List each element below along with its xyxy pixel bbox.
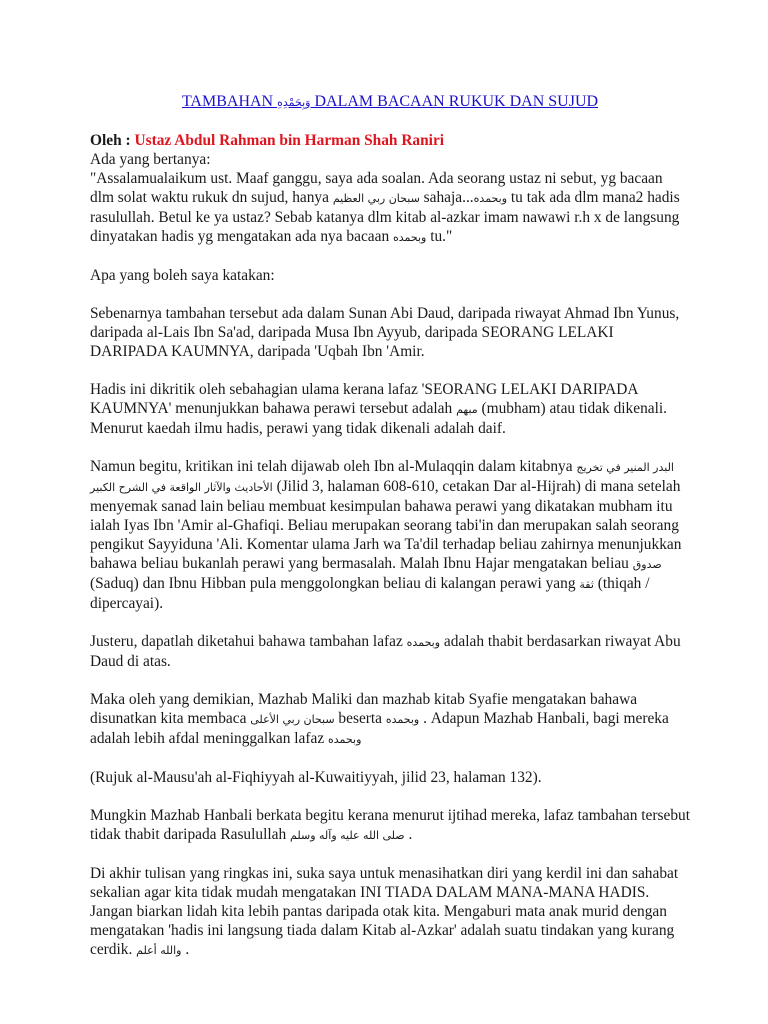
title-prefix: TAMBAHAN: [181, 93, 278, 110]
reference-paragraph: (Rujuk al-Mausu'ah al-Fiqhiyyah al-Kuwaitiyyah, jilid 23, halaman 132).: [90, 769, 542, 786]
hanbali-paragraph: [90, 806, 690, 845]
answered-part2: (Jilid 3, halaman 608-610, cetakan Dar al-Hijrah) di mana setelah menyemak sanad lain beliau membuat kesimpulan bahawa perawi yang dikatakan mubham itu ialah Iyas Ibn 'Amir al-Ghafiqi. Beliau merupakan seorang tabi'in dan merupakan salah seorang pengikut Sayyiduna 'Ali. Komentar ulama Jarh wa Ta'dil terhadap beliau zahirnya menunjukkan bahawa beliau bukanlah perawi yang bermasalah. Malah Ibnu Hajar mengatakan beliau: [90, 478, 682, 572]
source-paragraph: Sebenarnya tambahan tersebut ada dalam Sunan Abi Daud, daripada riwayat Ahmad Ibn Yunus, daripada al-Lais Ibn Sa'ad, daripada Musa Ibn Ayyub, daripada SEORANG LELAKI DARIPADA KAUMNYA, daripada 'Uqbah Ibn 'Amir.: [90, 305, 680, 360]
question-part1: "Assalamualaikum ust. Maaf ganggu, saya ada soalan. Ada seorang ustaz ni sebut, yg bacaan dlm solat waktu rukuk dn sujud, hanya: [90, 170, 663, 206]
critique-part2: (mubham) atau tidak dikenali. Menurut kaedah ilmu hadis, perawi yang tidak dikenali adalah daif.: [90, 400, 668, 437]
question-arabic-2: وبحمده: [473, 192, 508, 205]
answered-arabic-2: صدوق: [632, 558, 662, 571]
critique-arabic-1: مبهم: [456, 403, 478, 416]
conclusion-arabic-1: وبحمده: [406, 636, 441, 649]
answered-part3: (Saduq) dan Ibnu Hibban pula menggolongkan beliau di kalangan perawi yang: [90, 575, 580, 592]
closing-part2: .: [181, 941, 190, 958]
critique-paragraph: [90, 380, 690, 438]
answered-part4: (thiqah / dipercayai).: [90, 575, 650, 612]
conclusion-part2: adalah thabit berdasarkan riwayat Abu Daud di atas.: [90, 633, 681, 670]
document-page: [90, 92, 690, 979]
mazhab-part1: Maka oleh yang demikian, Mazhab Maliki dan mazhab kitab Syafie mengatakan bahawa disunatkan kita membaca: [90, 691, 638, 727]
question-text: [90, 169, 690, 247]
answer-intro: Apa yang boleh saya katakan:: [90, 267, 275, 284]
question-arabic-3: وبحمده: [392, 231, 427, 244]
mazhab-arabic-2: وبحمده: [385, 713, 420, 726]
hanbali-arabic-1: صلى الله عليه وآله وسلم: [290, 829, 405, 842]
answered-arabic-1: البدر المنير في تخريج الأحاديث والآثار الواقعة في الشرح الكبير: [90, 461, 674, 494]
question-intro: Ada yang bertanya:: [90, 151, 211, 168]
answered-paragraph: [90, 457, 690, 613]
byline-label: Oleh :: [90, 132, 135, 149]
byline: [90, 131, 690, 150]
critique-part1: Hadis ini dikritik oleh sebahagian ulama kerana lafaz 'SEORANG LELAKI DARIPADA KAUMNYA' menunjukkan bahawa perawi tersebut adalah: [90, 381, 638, 417]
mazhab-part2: beserta: [334, 710, 386, 727]
hanbali-part2: .: [404, 826, 413, 843]
mazhab-part3: . Adapun Mazhab Hanbali, bagi mereka adalah lebih afdal meninggalkan lafaz: [90, 710, 669, 747]
answered-arabic-3: ثقة: [579, 578, 594, 591]
author-name: Ustaz Abdul Rahman bin Harman Shah Raniri: [134, 132, 445, 149]
title-arabic: وَبِحَمْدِهِ: [277, 96, 311, 109]
mazhab-paragraph: [90, 690, 690, 749]
title-suffix: DALAM BACAAN RUKUK DAN SUJUD: [310, 93, 599, 110]
title-link[interactable]: [182, 93, 598, 110]
question-part4: tu.": [426, 228, 453, 245]
closing-part1: Di akhir tulisan yang ringkas ini, suka saya untuk menasihatkan diri yang kerdil ini dan sahabat sekalian agar kita tidak mudah mengatakan INI TIADA DALAM MANA-MANA HADIS. Jangan biarkan lidah kita lebih pantas daripada otak kita. Mengaburi mata anak murid dengan mengatakan 'hadis ini langsung tiada dalam Kitab al-Azkar' adalah suatu tindakan yang kurang cerdik.: [90, 865, 679, 958]
hanbali-part1: Mungkin Mazhab Hanbali berkata begitu kerana menurut ijtihad mereka, lafaz tambahan tersebut tidak thabit daripada Rasulullah: [90, 807, 691, 843]
answered-part1: Namun begitu, kritikan ini telah dijawab oleh Ibn al-Mulaqqin dalam kitabnya: [90, 458, 577, 475]
closing-paragraph: [90, 864, 690, 960]
mazhab-arabic-3: وبحمده: [328, 733, 362, 746]
mazhab-arabic-1: سبحان ربي الأعلى: [250, 713, 335, 726]
question-arabic-1: سبحان ربي العظيم: [332, 192, 420, 205]
question-part2: sahaja...: [419, 189, 474, 206]
document-title: [90, 92, 690, 113]
conclusion-part1: Justeru, dapatlah diketahui bahawa tambahan lafaz: [90, 633, 407, 650]
question-part3: tu tak ada dlm mana2 hadis rasulullah. Betul ke ya ustaz? Sebab katanya dlm kitab al-azkar imam nawawi r.h x de langsung dinyatakan hadis yg mengatakan ada nya bacaan: [90, 189, 680, 245]
conclusion-paragraph: [90, 632, 690, 671]
closing-arabic-1: والله أعلم: [136, 944, 182, 957]
